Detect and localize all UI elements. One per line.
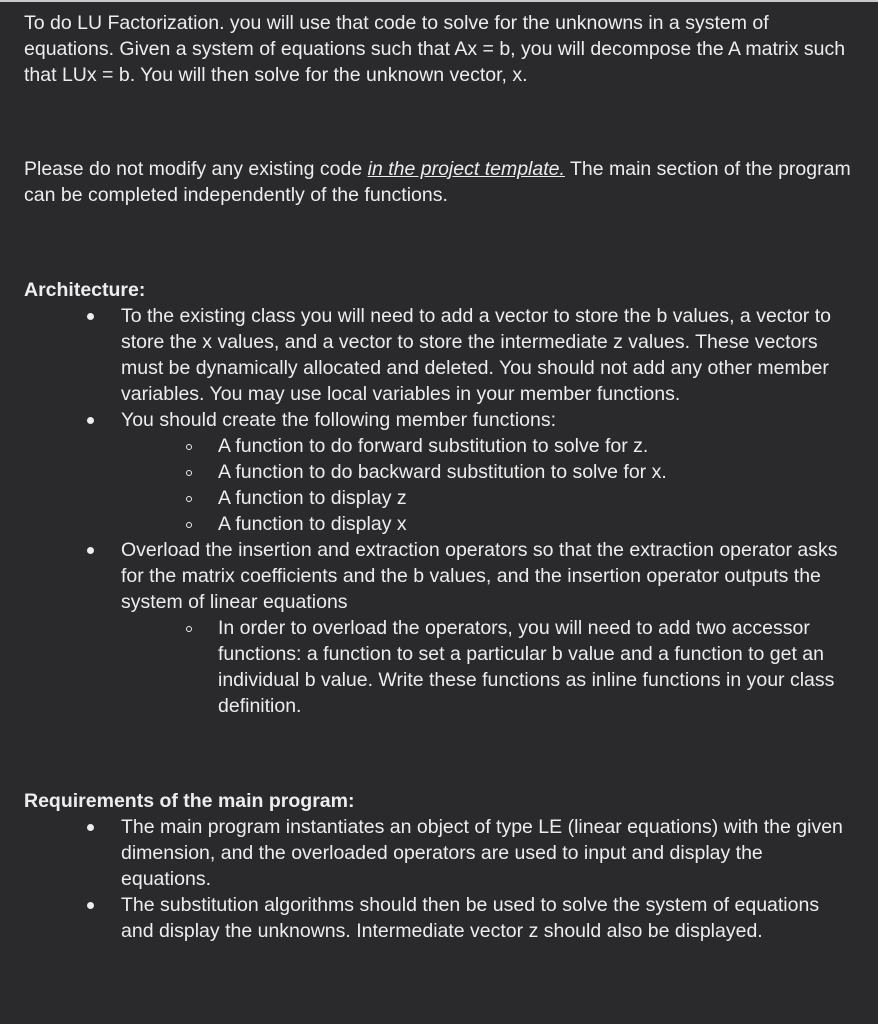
sub-list-item xyxy=(121,485,854,511)
sub-item-accessor-functions: In order to overload the operators, you will need to add two accessor functions: a function to set a particular b value and a function to get an individual b value. Write these functions as inline functions in your class definition. xyxy=(218,617,835,717)
list-item xyxy=(24,814,854,892)
bullet-icon xyxy=(87,313,94,320)
requirements-bullet-1: The main program instantiates an object of type LE (linear equations) with the given dimension, and the overloaded operators are used to input and display the equations. xyxy=(121,816,843,890)
bullet-icon xyxy=(87,417,94,424)
architecture-bullet-3: Overload the insertion and extraction operators so that the extraction operator asks for the matrix coefficients and the b values, and the insertion operator outputs the system of linear equations xyxy=(121,539,838,613)
sub-item-display-x: A function to display x xyxy=(218,513,407,535)
sub-item-forward-substitution: A function to do forward substitution to solve for z. xyxy=(218,435,649,457)
bullet-icon xyxy=(87,824,94,831)
sub-list-item xyxy=(121,459,854,485)
sub-list-item xyxy=(121,511,854,537)
bullet-icon xyxy=(87,902,94,909)
sub-item-display-z: A function to display z xyxy=(218,487,407,509)
requirements-list xyxy=(24,814,854,944)
sub-list-item xyxy=(121,433,854,459)
architecture-heading: Architecture: xyxy=(24,279,146,301)
circle-bullet-icon xyxy=(186,626,192,632)
architecture-bullet-1: To the existing class you will need to add a vector to store the b values, a vector to store the x values, and a vector to store the intermediate z values. These vectors must be dynamically allocated and deleted. You should not add any other member variables. You may use local variables in your member functions. xyxy=(121,305,831,405)
list-item xyxy=(24,892,854,944)
sub-list-item xyxy=(121,615,854,719)
operators-sublist xyxy=(121,615,854,719)
intro-paragraph-1: To do LU Factorization. you will use that code to solve for the unknowns in a system of equations. Given a system of equations such that Ax = b, you will decompose the A matrix such that LUx = b. You will then solve for the unknown vector, x. xyxy=(24,12,846,86)
circle-bullet-icon xyxy=(186,496,192,502)
bullet-icon xyxy=(87,547,94,554)
intro-paragraph-2-text-after: The main section of the program can be completed independently of the functions. xyxy=(24,158,851,206)
requirements-heading: Requirements of the main program: xyxy=(24,790,355,812)
member-functions-sublist xyxy=(121,433,854,537)
circle-bullet-icon xyxy=(186,522,192,528)
project-template-link[interactable]: in the project template. xyxy=(367,158,565,180)
requirements-bullet-2: The substitution algorithms should then be used to solve the system of equations and display the unknowns. Intermediate vector z should also be displayed. xyxy=(121,894,820,942)
intro-paragraph-2 xyxy=(24,156,854,208)
list-item xyxy=(24,537,854,719)
list-item xyxy=(24,303,854,407)
intro-paragraph-2-text-before: Please do not modify any existing code xyxy=(24,158,368,180)
circle-bullet-icon xyxy=(186,470,192,476)
architecture-list xyxy=(24,303,854,719)
architecture-bullet-2: You should create the following member functions: xyxy=(121,409,557,431)
sub-item-backward-substitution: A function to do backward substitution to solve for x. xyxy=(218,461,667,483)
circle-bullet-icon xyxy=(186,444,192,450)
list-item xyxy=(24,407,854,537)
